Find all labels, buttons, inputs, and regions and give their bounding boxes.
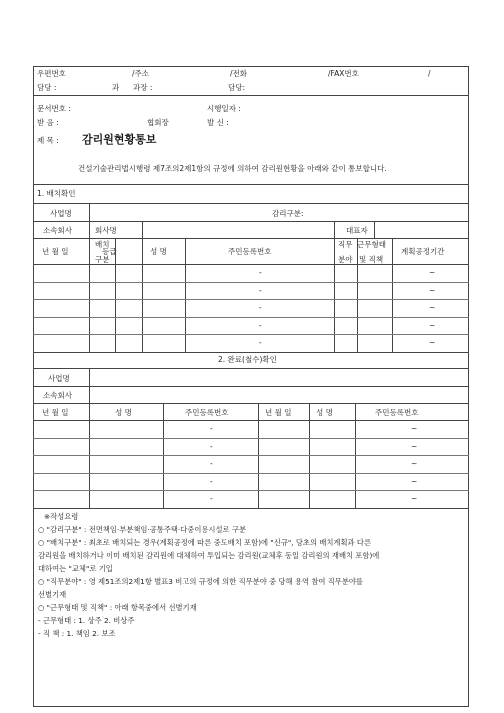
note-5: - 근무형태 : 1. 상주 2. 비상주 (38, 616, 135, 625)
col2-name-b: 성 명 (316, 408, 333, 417)
receiver-label: 받 음 : (37, 118, 59, 127)
period-tilde: ~ (411, 494, 418, 504)
col-field: 직무 (338, 240, 353, 249)
resident-no-dash: - (259, 285, 262, 295)
fax-label: /FAX번호 (328, 69, 359, 78)
manager-label: 담당 : (37, 83, 57, 92)
chief-label: 과장 : (133, 83, 153, 92)
resident-no-dash: - (210, 441, 213, 451)
resident-no-dash: - (259, 320, 262, 330)
divider (33, 203, 469, 204)
subject-label: 제 목 : (37, 136, 59, 145)
col-work: 근무형태 (357, 240, 386, 249)
note-4: ○ "근무형태 및 직책" : 아래 항목중에서 선별기재 (38, 603, 197, 612)
resident-no-dash: - (210, 459, 213, 469)
col-placement-2: 구분 (95, 255, 110, 264)
phone-label: /전화 (230, 69, 248, 78)
row-divider (33, 473, 469, 474)
company-name-label: 회사명 (95, 226, 117, 235)
row-divider (33, 299, 469, 300)
notes-heading: ※작성요령 (44, 512, 79, 521)
supervision-type-label: 감리구분: (272, 209, 304, 218)
period-tilde: ~ (411, 441, 418, 451)
address-label: /주소 (132, 69, 150, 78)
col2-resident-no-b: 주민등록번호 (375, 408, 419, 417)
section2-title: 2. 완료(철수)확인 (218, 355, 277, 364)
period-tilde: ~ (429, 338, 436, 348)
row-divider (33, 317, 469, 318)
period-tilde: ~ (411, 424, 418, 433)
resident-no-dash: - (259, 338, 262, 348)
col2-resident-no: 주민등록번호 (185, 408, 229, 417)
resident-no-dash: - (210, 424, 213, 433)
period-tilde: ~ (429, 285, 436, 295)
project-label-2: 사업명 (48, 374, 70, 383)
note-6: - 직 책 : 1. 책임 2. 보조 (38, 629, 116, 638)
company-label: 소속회사 (43, 226, 72, 235)
divider (33, 184, 469, 185)
note-1: ○ "감리구분" : 전면책임·부분책임·공통주택·다중이용시설로 구분 (38, 525, 246, 534)
col2-date: 년 월 일 (42, 408, 69, 417)
col-name: 성 명 (150, 247, 167, 256)
assoc-label: 협회장 (147, 118, 169, 127)
resident-no-dash: - (259, 268, 262, 277)
row-divider (33, 438, 469, 439)
intro-text: 건설기술관리법시행령 제7조의2제1항의 규정에 의하여 감리원현황을 아래와 같이 통보합니다. (78, 164, 387, 173)
subject-title: 감리원현황통보 (82, 133, 157, 146)
company-label-2: 소속회사 (43, 391, 72, 400)
period-tilde: ~ (429, 320, 436, 330)
resident-no-dash: - (210, 476, 213, 486)
project-label: 사업명 (50, 209, 72, 218)
col-placement: 배치 (95, 240, 110, 249)
col2-date-b: 년 월 일 (265, 408, 292, 417)
row-divider (33, 490, 469, 491)
row-divider (33, 282, 469, 283)
ceo-label: 대표자 (346, 226, 368, 235)
date-label: 시행일자 : (207, 104, 241, 113)
slash-mark: / (428, 69, 431, 78)
sender-label: 발 신 : (207, 118, 229, 127)
col-grade: 등급 (102, 247, 117, 256)
note-2a: ○ "배치구분" : 최초로 배치되는 경우(계획공정에 따른 중도배치 포함)에 "신규", 당초의 배치계획과 다른 (38, 538, 371, 547)
period-tilde: ~ (411, 476, 418, 486)
resident-no-dash: - (259, 303, 262, 313)
col2-name: 성 명 (115, 408, 132, 417)
period-tilde: ~ (429, 268, 436, 277)
doc-no-label: 문서번호 : (37, 104, 71, 113)
col-date: 년 월 일 (42, 247, 69, 256)
period-tilde: ~ (429, 303, 436, 313)
resident-no-dash: - (210, 494, 213, 504)
col-resident-no: 주민등록번호 (228, 247, 272, 256)
note-2c: 대하여는 "교체"로 기입 (38, 564, 113, 573)
postal-label: 우편번호 (37, 69, 66, 78)
note-3b: 선별기재 (38, 590, 67, 599)
section1-title: 1. 배치확인 (37, 189, 76, 198)
charge-label: 담당: (228, 83, 246, 92)
period-tilde: ~ (411, 459, 418, 469)
note-2b: 감리원을 배치하거나 이미 배치된 감리원에 대체하여 투입되는 감리원(교체후 동일 감리원의 재배치 포함)에 (38, 551, 380, 560)
dept-label: 과 (112, 83, 120, 92)
row-divider (33, 455, 469, 456)
note-3a: ○ "직무분야" : 영 제51조의2제1항 별표3 비고의 규정에 의한 직무분야 중 당해 용역 참여 직무분야를 (38, 577, 363, 586)
divider (33, 95, 469, 96)
col-work-2: 및 직책 (359, 255, 384, 264)
col-field-2: 분야 (338, 255, 353, 264)
col-period: 계획공정기간 (401, 247, 445, 256)
row-divider (33, 334, 469, 335)
